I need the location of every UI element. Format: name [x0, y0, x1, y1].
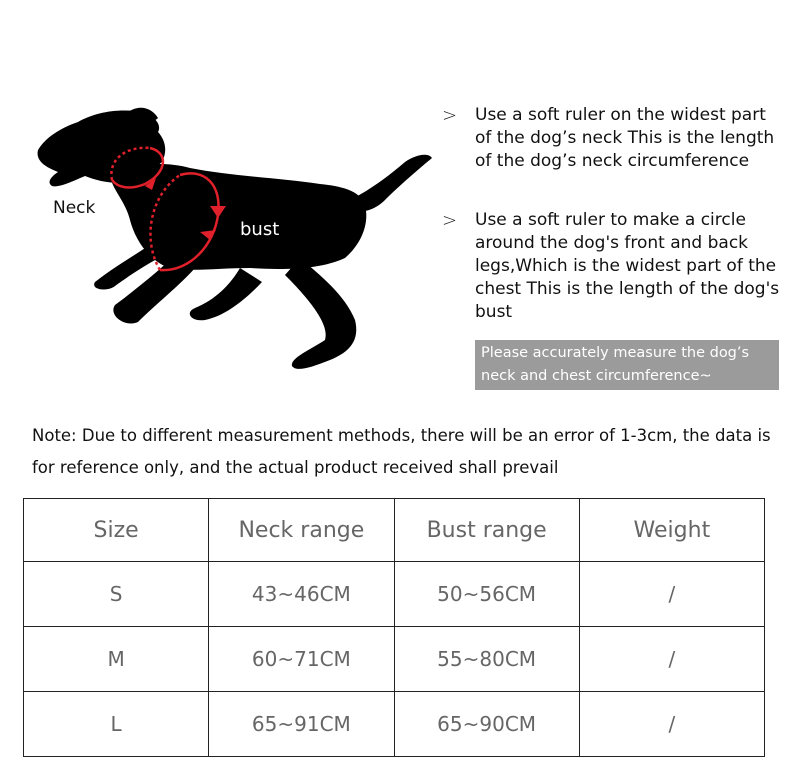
- tip-bust: [442, 209, 787, 325]
- chevron-right-icon: >: [442, 105, 458, 126]
- table-row: [24, 562, 765, 627]
- dog-measurement-illustration: [25, 100, 440, 390]
- header-neck-range: Neck range: [209, 499, 394, 562]
- cell-neck-range: 60~71CM: [209, 627, 394, 692]
- tip-neck: [442, 104, 787, 196]
- chevron-right-icon: >: [442, 210, 458, 231]
- tip-bust-text: Use a soft ruler to make a circle around the dog's front and back legs,Which is the widest part of the chest This is the length of the dog's bust: [475, 210, 780, 322]
- table-header-row: [24, 499, 765, 562]
- cell-weight: /: [579, 562, 764, 627]
- table-row: [24, 692, 765, 757]
- tip-neck-text: Use a soft ruler on the widest part of the dog’s neck This is the length of the dog’s neck circumference: [475, 105, 775, 171]
- header-size: Size: [24, 499, 209, 562]
- cell-bust-range: 55~80CM: [394, 627, 579, 692]
- table-row: [24, 627, 765, 692]
- measure-reminder-box: Please accurately measure the dog’s neck and chest circumference~: [475, 340, 779, 390]
- cell-neck-range: 43~46CM: [209, 562, 394, 627]
- cell-size: S: [24, 562, 209, 627]
- measurement-note: Note: Due to different measurement methods, there will be an error of 1-3cm, the data is for reference only, and the actual product received shall prevail: [32, 426, 771, 477]
- cell-bust-range: 50~56CM: [394, 562, 579, 627]
- dog-silhouette: [38, 108, 432, 369]
- header-weight: Weight: [579, 499, 764, 562]
- neck-label: Neck: [53, 198, 96, 218]
- cell-weight: /: [579, 627, 764, 692]
- size-chart-table: [23, 498, 765, 757]
- cell-size: L: [24, 692, 209, 757]
- bust-label: bust: [240, 219, 280, 240]
- cell-weight: /: [579, 692, 764, 757]
- header-bust-range: Bust range: [394, 499, 579, 562]
- cell-size: M: [24, 627, 209, 692]
- cell-bust-range: 65~90CM: [394, 692, 579, 757]
- cell-neck-range: 65~91CM: [209, 692, 394, 757]
